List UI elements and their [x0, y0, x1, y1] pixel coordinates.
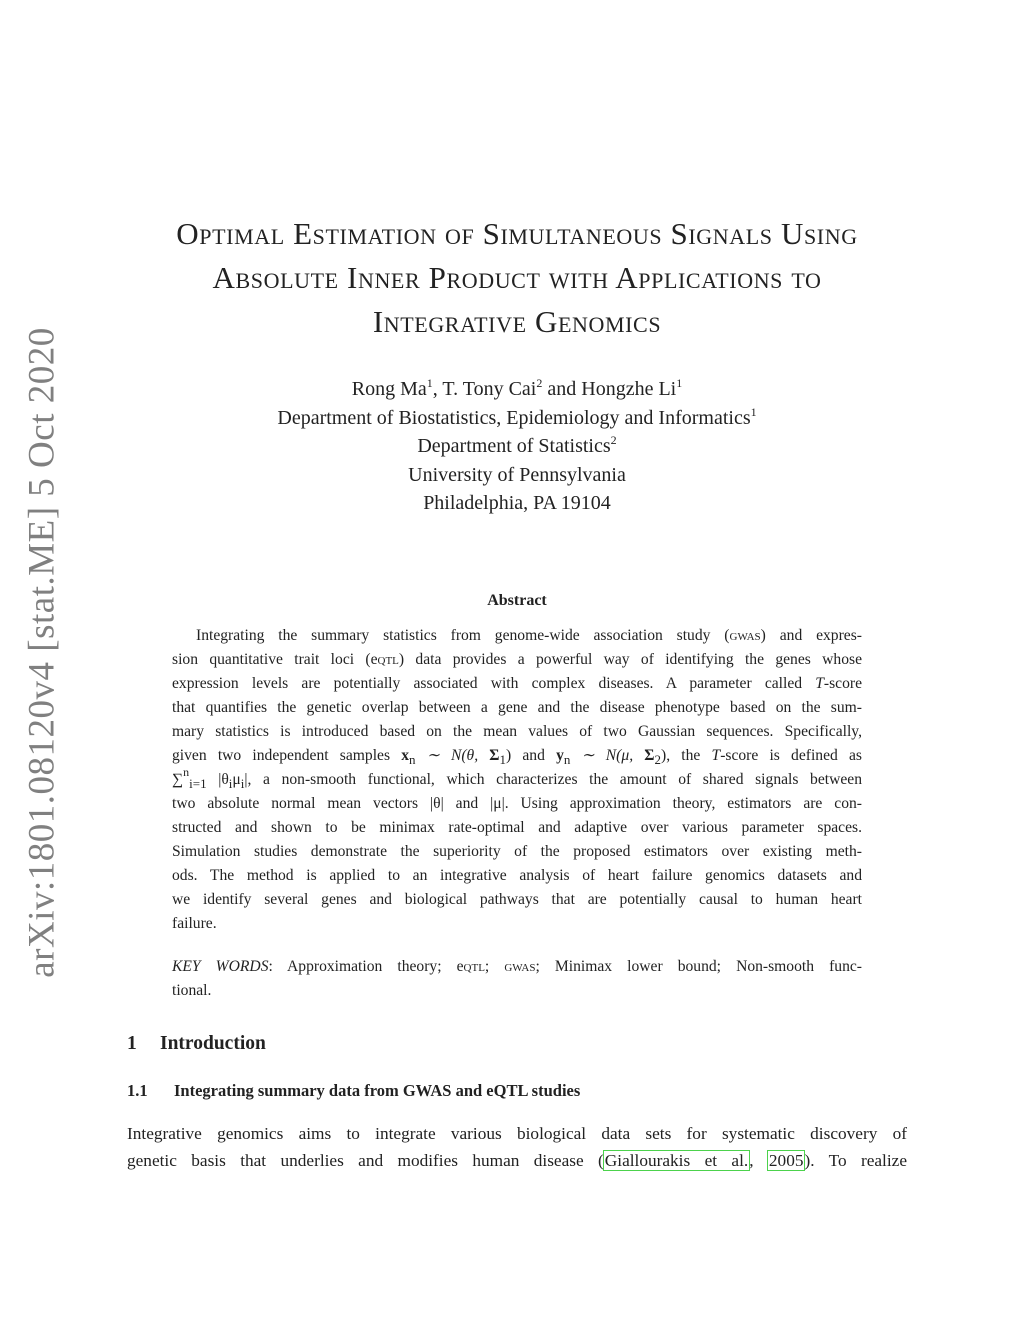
keywords	[172, 955, 862, 1003]
title-line-1: Optimal Estimation of Simultaneous Signals Using	[176, 216, 858, 251]
author-names: Rong Ma$^1$, T. Tony Cai$^2$ and Hongzhe Li$^1$	[351, 376, 683, 400]
abstract-line: two absolute normal mean vectors |θ| and |μ|. Using approximation theory, estimators are con-	[172, 795, 862, 812]
keywords-line: tional.	[172, 982, 212, 999]
affiliation-1: Department of Biostatistics, Epidemiology and Informatics$^1$	[277, 404, 757, 429]
keywords-line: KEY WORDS: Approximation theory; eqtl; gwas; Minimax lower bound; Non-smooth func-	[172, 958, 862, 975]
subsection-heading	[127, 1081, 580, 1101]
paper-title	[100, 212, 934, 344]
subsection-title: Integrating summary data from GWAS and eQTL studies	[174, 1081, 581, 1100]
author-1-affil: 1	[426, 376, 433, 390]
abstract-line: expression levels are potentially associated with complex diseases. A parameter called T-score	[172, 675, 862, 692]
citation-year-link[interactable]: 2005	[768, 1151, 804, 1170]
author-2-affil: 2	[536, 376, 543, 390]
author-1: Rong Ma	[351, 378, 427, 400]
section-number: 1	[127, 1033, 137, 1054]
author-block	[100, 375, 934, 518]
author-2: T. Tony Cai	[442, 378, 537, 400]
title-line-2: Absolute Inner Product with Applications to	[212, 260, 822, 295]
abstract-line: ods. The method is applied to an integrative analysis of heart failure genomics datasets and	[172, 867, 862, 884]
abstract-line: that quantifies the genetic overlap between a gene and the disease phenotype based on the sum-	[172, 699, 862, 716]
citation-author-link[interactable]: Giallourakis et al.	[604, 1151, 749, 1170]
abstract-line: ∑$^n_{i=1}$ $|\theta_i\mu_i|$, a non-smooth functional, which characterizes the amount of shared signals between	[172, 765, 862, 792]
arxiv-identifier: arXiv:1801.08120v4 [stat.ME] 5 Oct 2020	[21, 326, 63, 978]
affiliation-address: Philadelphia, PA 19104	[423, 492, 611, 514]
intro-paragraph	[127, 1120, 907, 1174]
intro-line: Integrative genomics aims to integrate various biological data sets for systematic discovery of	[127, 1124, 907, 1143]
intro-line: genetic basis that underlies and modifies human disease (Giallourakis et al., 2005). To realize	[127, 1151, 907, 1170]
abstract-line: structed and shown to be minimax rate-optimal and adaptive over various parameter spaces.	[172, 819, 862, 836]
title-line-3: Integrative Genomics	[372, 304, 662, 339]
abstract-line: mary statistics is introduced based on the mean values of two Gaussian sequences. Specifically,	[172, 723, 862, 740]
keywords-label: KEY WORDS	[172, 958, 269, 975]
abstract-line: we identify several genes and biological pathways that are potentially causal to human heart	[172, 891, 862, 908]
abstract-line: given two independent samples $x_n$ ∼ N(θ, $\Sigma_1$) and $y_n$ ∼ N(μ, $\Sigma_2$), the T-score is defined as	[172, 747, 862, 768]
abstract-heading: Abstract	[487, 592, 547, 609]
abstract-line: Simulation studies demonstrate the superiority of the proposed estimators over existing meth-	[172, 843, 862, 860]
abstract-body	[172, 624, 862, 936]
section-title: Introduction	[160, 1033, 266, 1054]
abstract-line: sion quantitative trait loci (eqtl) data provides a powerful way of identifying the genes whose	[172, 651, 862, 668]
abstract-line: failure.	[172, 915, 217, 932]
section-heading	[127, 1033, 266, 1055]
affiliation-2: Department of Statistics$^2$	[417, 433, 617, 457]
author-3-affil: 1	[676, 376, 683, 390]
arxiv-sidebar-stamp	[21, 326, 63, 978]
subsection-number: 1.1	[127, 1081, 148, 1100]
affiliation-3: University of Pennsylvania	[408, 463, 626, 486]
abstract-line: Integrating the summary statistics from genome-wide association study (gwas) and expres-	[196, 627, 862, 644]
author-3: Hongzhe Li	[581, 378, 677, 400]
